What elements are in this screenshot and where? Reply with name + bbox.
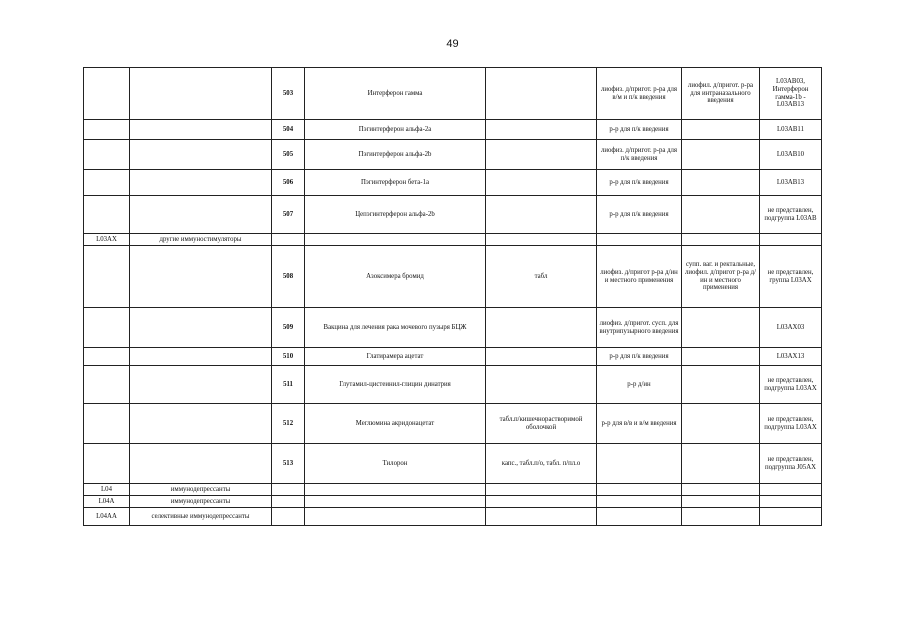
atc-code-cell [84, 120, 130, 140]
dosage-form-cell [486, 140, 597, 170]
dosage-form-cell [597, 444, 682, 484]
group-name-cell [130, 170, 272, 196]
dosage-form-cell [597, 484, 682, 496]
row-number-cell: 512 [272, 404, 305, 444]
atc-code-cell [84, 404, 130, 444]
dosage-form-cell [486, 484, 597, 496]
dosage-form-cell: лиофиз. д/пригот р-ра д/ин и местного применения [597, 246, 682, 308]
drug-name-cell: Пэгинтерферон бета-1a [305, 170, 486, 196]
group-name-cell [130, 444, 272, 484]
table-row [84, 508, 822, 526]
row-number-cell [272, 496, 305, 508]
dosage-form-cell [486, 366, 597, 404]
dosage-form-cell: р-р д/ин [597, 366, 682, 404]
row-number-cell [272, 508, 305, 526]
group-name-cell [130, 120, 272, 140]
drug-name-cell [305, 484, 486, 496]
row-number-cell [272, 484, 305, 496]
table-row [84, 196, 822, 234]
table-row [84, 444, 822, 484]
atc-note-cell [760, 496, 822, 508]
atc-note-cell: не представлен, группа L03AX [760, 246, 822, 308]
row-number-cell: 513 [272, 444, 305, 484]
dosage-form-cell: р-р для п/к введения [597, 348, 682, 366]
dosage-form-cell [486, 308, 597, 348]
dosage-form-cell: супп. ваг. и ректальные, лиофил. д/пригот р-ра д/ин и местного применения [682, 246, 760, 308]
drug-name-cell: Вакцина для лечения рака мочевого пузыря БЦЖ [305, 308, 486, 348]
atc-code-cell [84, 170, 130, 196]
group-name-cell [130, 366, 272, 404]
atc-note-cell: L03AB03, Интерферон гамма-1b - L03AB13 [760, 68, 822, 120]
group-name-cell: иммунодепрессанты [130, 496, 272, 508]
dosage-form-cell: р-р для п/к введения [597, 170, 682, 196]
atc-note-cell: L03AX03 [760, 308, 822, 348]
row-number-cell: 506 [272, 170, 305, 196]
drug-table [83, 67, 822, 526]
drug-name-cell: Азоксимера бромид [305, 246, 486, 308]
atc-code-cell [84, 308, 130, 348]
row-number-cell: 511 [272, 366, 305, 404]
drug-name-cell: Глутамил-цистеинил-глицин динатрия [305, 366, 486, 404]
table-row [84, 404, 822, 444]
atc-code-cell [84, 444, 130, 484]
atc-note-cell: L03AX13 [760, 348, 822, 366]
row-number-cell: 503 [272, 68, 305, 120]
table-row [84, 120, 822, 140]
group-name-cell [130, 246, 272, 308]
dosage-form-cell [486, 348, 597, 366]
atc-note-cell: L03AB11 [760, 120, 822, 140]
dosage-form-cell: капс., табл.п/о, табл. п/пл.о [486, 444, 597, 484]
dosage-form-cell [486, 234, 597, 246]
group-name-cell: иммунодепрессанты [130, 484, 272, 496]
atc-code-cell [84, 140, 130, 170]
row-number-cell: 508 [272, 246, 305, 308]
atc-code-cell [84, 348, 130, 366]
group-name-cell [130, 68, 272, 120]
table-row [84, 170, 822, 196]
atc-code-cell: L04AA [84, 508, 130, 526]
dosage-form-cell [682, 444, 760, 484]
row-number-cell: 509 [272, 308, 305, 348]
page-number: 49 [446, 38, 459, 50]
dosage-form-cell [486, 196, 597, 234]
atc-note-cell: не представлен, подгруппа L03AB [760, 196, 822, 234]
drug-name-cell: Цепэгинтерферон альфа-2b [305, 196, 486, 234]
table-row [84, 68, 822, 120]
drug-name-cell: Пэгинтерферон альфа-2b [305, 140, 486, 170]
drug-name-cell: Пэгинтерферон альфа-2a [305, 120, 486, 140]
group-name-cell [130, 348, 272, 366]
drug-name-cell: Меглюмина акридонацетат [305, 404, 486, 444]
atc-note-cell: L03AB10 [760, 140, 822, 170]
group-name-cell [130, 404, 272, 444]
dosage-form-cell [486, 120, 597, 140]
group-name-cell [130, 196, 272, 234]
dosage-form-cell [486, 170, 597, 196]
row-number-cell: 510 [272, 348, 305, 366]
atc-note-cell [760, 508, 822, 526]
dosage-form-cell [597, 234, 682, 246]
dosage-form-cell [682, 120, 760, 140]
dosage-form-cell: табл [486, 246, 597, 308]
table-row [84, 348, 822, 366]
table-row [84, 496, 822, 508]
table-row [84, 246, 822, 308]
dosage-form-cell [486, 496, 597, 508]
atc-code-cell [84, 366, 130, 404]
row-number-cell: 505 [272, 140, 305, 170]
atc-code-cell: L03AX [84, 234, 130, 246]
dosage-form-cell: табл.п/кишечнорастворимой оболочкой [486, 404, 597, 444]
atc-note-cell: L03AB13 [760, 170, 822, 196]
group-name-cell [130, 308, 272, 348]
table-row [84, 308, 822, 348]
row-number-cell: 507 [272, 196, 305, 234]
dosage-form-cell [682, 348, 760, 366]
dosage-form-cell [486, 508, 597, 526]
dosage-form-cell [682, 170, 760, 196]
drug-name-cell: Тилорон [305, 444, 486, 484]
atc-code-cell: L04A [84, 496, 130, 508]
atc-note-cell [760, 484, 822, 496]
dosage-form-cell [682, 308, 760, 348]
dosage-form-cell: лиофил. д/пригот. р-ра для интраназального введения [682, 68, 760, 120]
dosage-form-cell: лиофиз. д/пригот. р-ра для п/к введения [597, 140, 682, 170]
dosage-form-cell: лиофиз. д/пригот. р-ра для в/м и п/к введения [597, 68, 682, 120]
atc-note-cell: не представлен, подгруппа L03AX [760, 404, 822, 444]
table-row [84, 234, 822, 246]
atc-note-cell [760, 234, 822, 246]
dosage-form-cell [682, 496, 760, 508]
dosage-form-cell [597, 508, 682, 526]
group-name-cell: селективные иммунодепрессанты [130, 508, 272, 526]
dosage-form-cell [682, 366, 760, 404]
drug-name-cell [305, 234, 486, 246]
drug-name-cell [305, 508, 486, 526]
dosage-form-cell: р-р для п/к введения [597, 120, 682, 140]
drug-name-cell [305, 496, 486, 508]
group-name-cell: другие иммуностимуляторы [130, 234, 272, 246]
dosage-form-cell [682, 234, 760, 246]
table-row [84, 484, 822, 496]
table-row [84, 366, 822, 404]
row-number-cell: 504 [272, 120, 305, 140]
dosage-form-cell: лиофиз. д/пригот. сусп. для внутрипузырного введения [597, 308, 682, 348]
atc-code-cell [84, 246, 130, 308]
dosage-form-cell: р-р для п/к введения [597, 196, 682, 234]
dosage-form-cell [682, 404, 760, 444]
group-name-cell [130, 140, 272, 170]
dosage-form-cell [597, 496, 682, 508]
atc-note-cell: не представлен, подгруппа J05AX [760, 444, 822, 484]
dosage-form-cell: р-р для в/в и в/м введения [597, 404, 682, 444]
dosage-form-cell [682, 484, 760, 496]
table-row [84, 140, 822, 170]
drug-name-cell: Интерферон гамма [305, 68, 486, 120]
table-body [84, 68, 822, 526]
atc-code-cell: L04 [84, 484, 130, 496]
dosage-form-cell [682, 196, 760, 234]
dosage-form-cell [486, 68, 597, 120]
drug-name-cell: Глатирамера ацетат [305, 348, 486, 366]
atc-note-cell: не представлен, подгруппа L03AX [760, 366, 822, 404]
dosage-form-cell [682, 140, 760, 170]
atc-code-cell [84, 68, 130, 120]
dosage-form-cell [682, 508, 760, 526]
atc-code-cell [84, 196, 130, 234]
row-number-cell [272, 234, 305, 246]
